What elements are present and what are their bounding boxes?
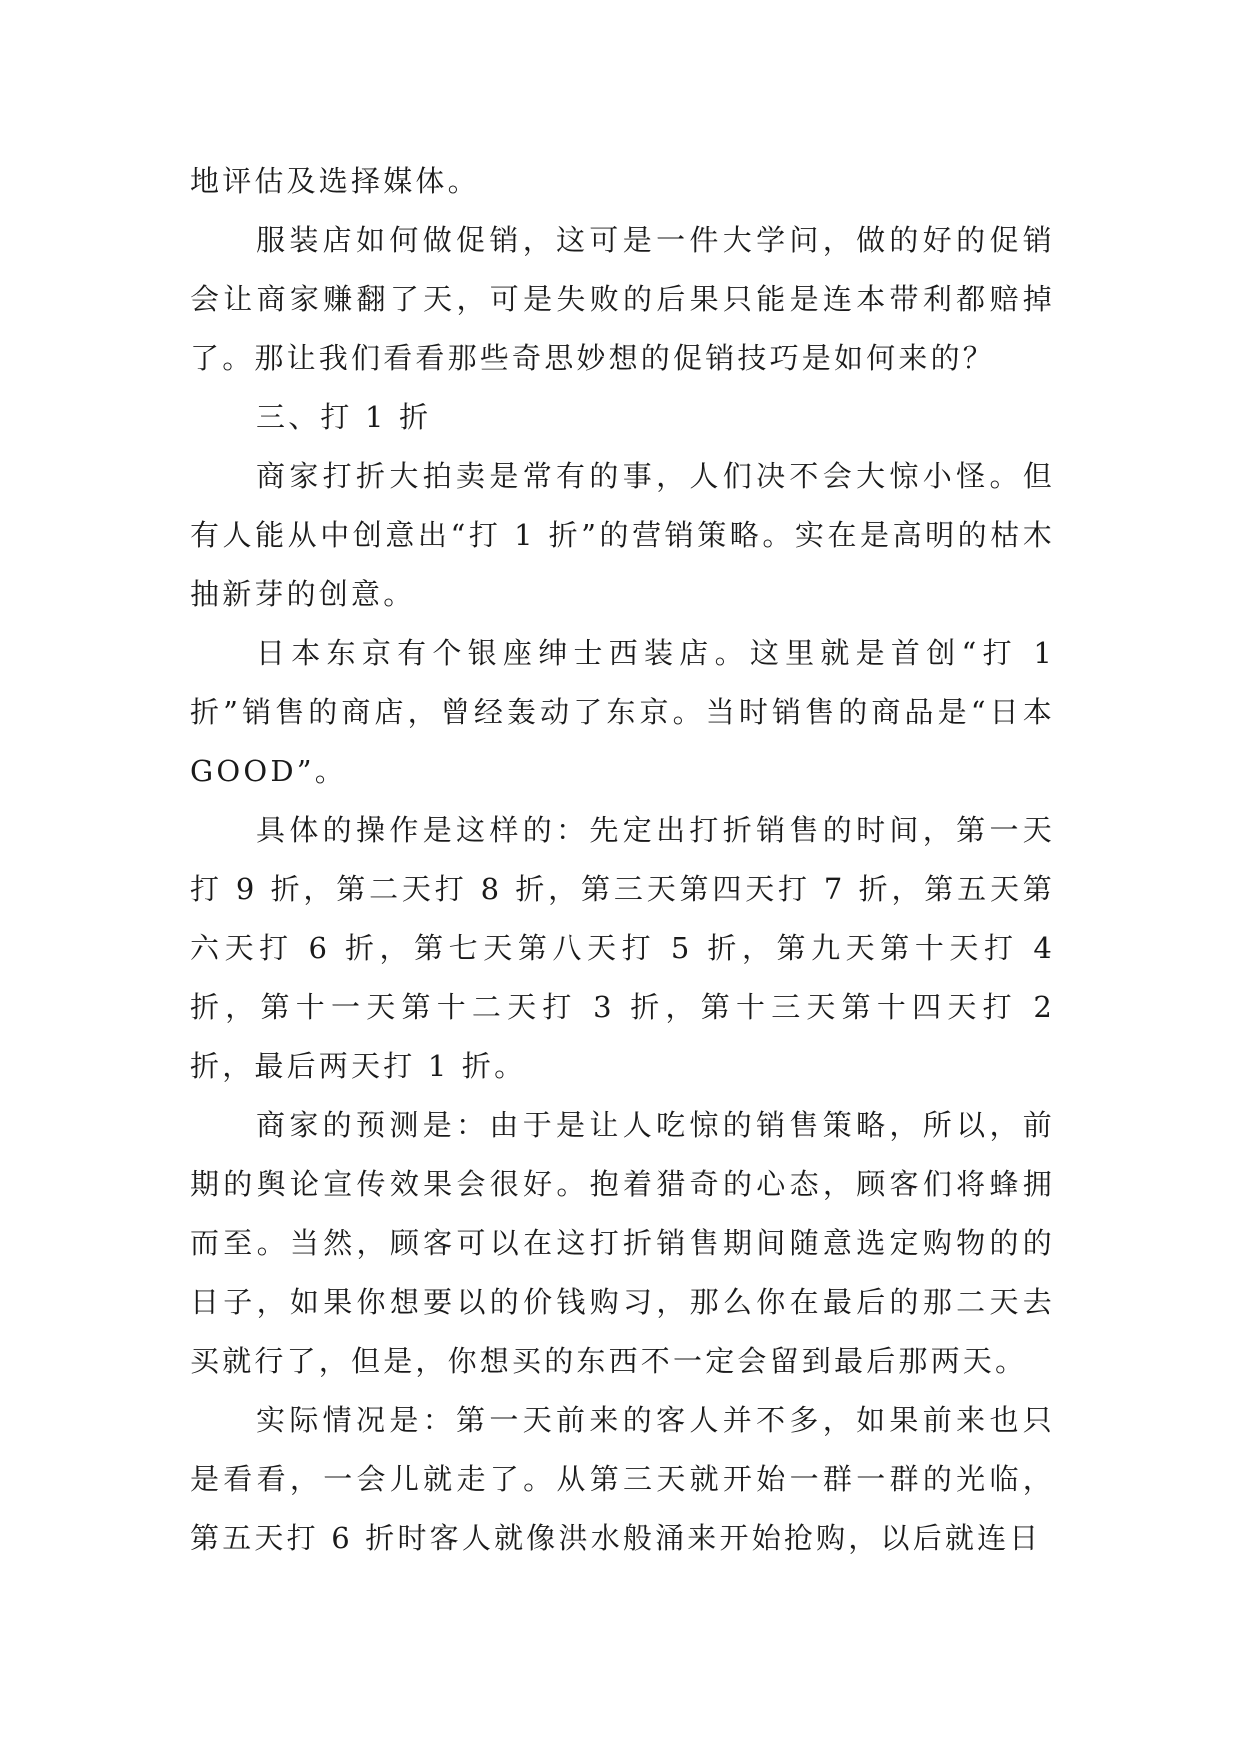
- paragraph-prediction: 商家的预测是：由于是让人吃惊的销售策略，所以，前期的舆论宣传效果会很好。抱着猎奇的心态，顾客们将蜂拥而至。当然，顾客可以在这打折销售期间随意选定购物的的日子，如果你想要以的价钱购习，那么你在最后的那二天去买就行了，但是，你想买的东西不一定会留到最后那两天。: [190, 1108, 1055, 1378]
- paragraph-operation: 具体的操作是这样的：先定出打折销售的时间，第一天打 9 折，第二天打 8 折，第三天第四天打 7 折，第五天第六天打 6 折，第七天第八天打 5 折，第九天第十天打 4 折，第十一天第十二天打 3 折，第十三天第十四天打 2 折，最后两天打 1 折。: [190, 813, 1055, 1083]
- document-body: [190, 152, 1055, 1568]
- paragraph-actual-situation: 实际情况是：第一天前来的客人并不多，如果前来也只是看看，一会儿就走了。从第三天就开始一群一群的光临，第五天打 6 折时客人就像洪水般涌来开始抢购，以后就连日: [190, 1403, 1055, 1555]
- paragraph-tokyo-store: 日本东京有个银座绅士西装店。这里就是首创“打 1 折”销售的商店，曾经轰动了东京。当时销售的商品是“日本GOOD”。: [190, 636, 1055, 788]
- paragraph-continuation: 地评估及选择媒体。: [190, 164, 480, 198]
- paragraph-discount-idea: 商家打折大拍卖是常有的事，人们决不会大惊小怪。但有人能从中创意出“打 1 折”的营销策略。实在是高明的枯木抽新芽的创意。: [190, 459, 1055, 611]
- paragraph-intro: 服装店如何做促销，这可是一件大学问，做的好的促销会让商家赚翻了天，可是失败的后果只能是连本带利都赔掉了。那让我们看看那些奇思妙想的促销技巧是如何来的？: [190, 223, 1055, 375]
- section-heading: 三、打 1 折: [256, 400, 432, 434]
